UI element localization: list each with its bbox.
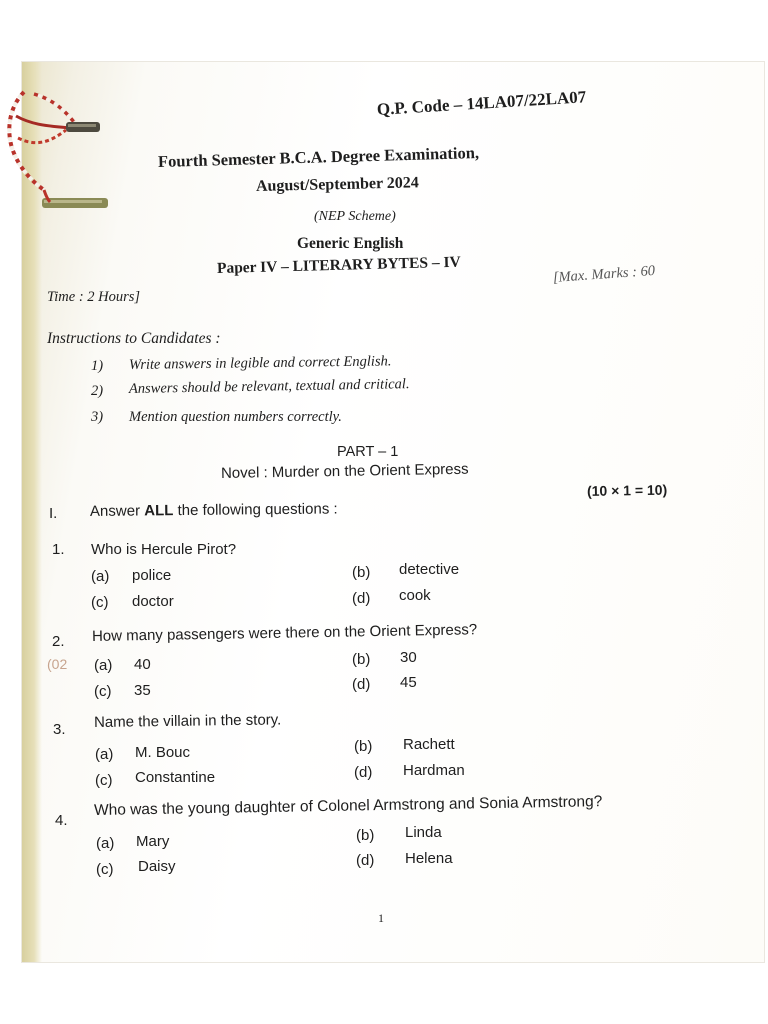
option-text: Mary xyxy=(136,833,170,850)
option-label: (b) xyxy=(354,738,373,755)
option-text: detective xyxy=(399,561,460,578)
section-instruction: Answer ALL the following questions : xyxy=(89,500,338,520)
question-text: Name the villain in the story. xyxy=(93,711,282,731)
qp-code: Q.P. Code – 14LA07/22LA07 xyxy=(376,87,587,119)
section-marks: (10 × 1 = 10) xyxy=(586,481,668,499)
option-label: (c) xyxy=(91,594,109,611)
option-label: (b) xyxy=(356,827,375,844)
option-text: 30 xyxy=(400,649,417,666)
option-text: Hardman xyxy=(403,762,465,779)
option-text: Daisy xyxy=(138,858,176,875)
option-text: Rachett xyxy=(403,736,455,753)
part-subtitle: Novel : Murder on the Orient Express xyxy=(220,460,469,482)
instruction-number: 2) xyxy=(91,383,104,399)
subject: Generic English xyxy=(297,235,404,252)
option-label: (c) xyxy=(96,861,114,878)
option-label: (c) xyxy=(94,683,112,700)
page-number: 1 xyxy=(378,911,384,925)
option-text: M. Bouc xyxy=(135,744,191,761)
exam-title: Fourth Semester B.C.A. Degree Examination, xyxy=(157,143,480,171)
instruction-number: 3) xyxy=(91,409,104,425)
option-label: (d) xyxy=(356,852,375,869)
option-label: (d) xyxy=(352,676,371,693)
question-number: 3. xyxy=(53,721,66,738)
question-text: How many passengers were there on the Orient Express? xyxy=(91,621,478,645)
margin-mark: (02 xyxy=(47,656,68,672)
option-text: Linda xyxy=(405,824,442,841)
paper-title: Paper IV – LITERARY BYTES – IV xyxy=(216,253,461,277)
instruction-text: Answers should be relevant, textual and critical. xyxy=(128,376,410,397)
option-label: (c) xyxy=(95,772,113,789)
option-text: 45 xyxy=(400,674,417,691)
part-title: PART – 1 xyxy=(337,444,399,460)
option-text: 40 xyxy=(134,656,151,673)
question-number: 2. xyxy=(52,633,65,650)
exam-session: August/September 2024 xyxy=(255,174,419,195)
option-label: (d) xyxy=(354,764,373,781)
option-text: Constantine xyxy=(135,769,216,786)
question-number: 4. xyxy=(55,812,68,829)
instruction-number: 1) xyxy=(91,358,104,374)
question-text: Who is Hercule Pirot? xyxy=(91,541,237,558)
instruction-text: Mention question numbers correctly. xyxy=(129,409,342,425)
option-label: (b) xyxy=(352,564,371,581)
max-marks: [Max. Marks : 60 xyxy=(552,262,656,286)
option-text: police xyxy=(132,567,172,584)
option-text: doctor xyxy=(132,593,174,610)
option-label: (a) xyxy=(96,835,115,852)
option-text: cook xyxy=(399,587,431,604)
string-tag-icon xyxy=(4,86,116,222)
question-text: Who was the young daughter of Colonel Armstrong and Sonia Armstrong? xyxy=(93,793,603,819)
instruction-text: Write answers in legible and correct English. xyxy=(128,353,392,373)
instructions-title: Instructions to Candidates : xyxy=(47,330,221,347)
option-text: Helena xyxy=(405,850,453,867)
option-text: 35 xyxy=(134,682,151,699)
question-number: 1. xyxy=(52,541,65,558)
section-number: I. xyxy=(49,505,58,522)
option-label: (a) xyxy=(95,746,114,763)
option-label: (a) xyxy=(94,657,113,674)
time-allowed: Time : 2 Hours] xyxy=(47,289,141,305)
option-label: (b) xyxy=(352,651,371,668)
option-label: (a) xyxy=(91,568,110,585)
scheme: (NEP Scheme) xyxy=(314,209,396,224)
option-label: (d) xyxy=(352,590,371,607)
